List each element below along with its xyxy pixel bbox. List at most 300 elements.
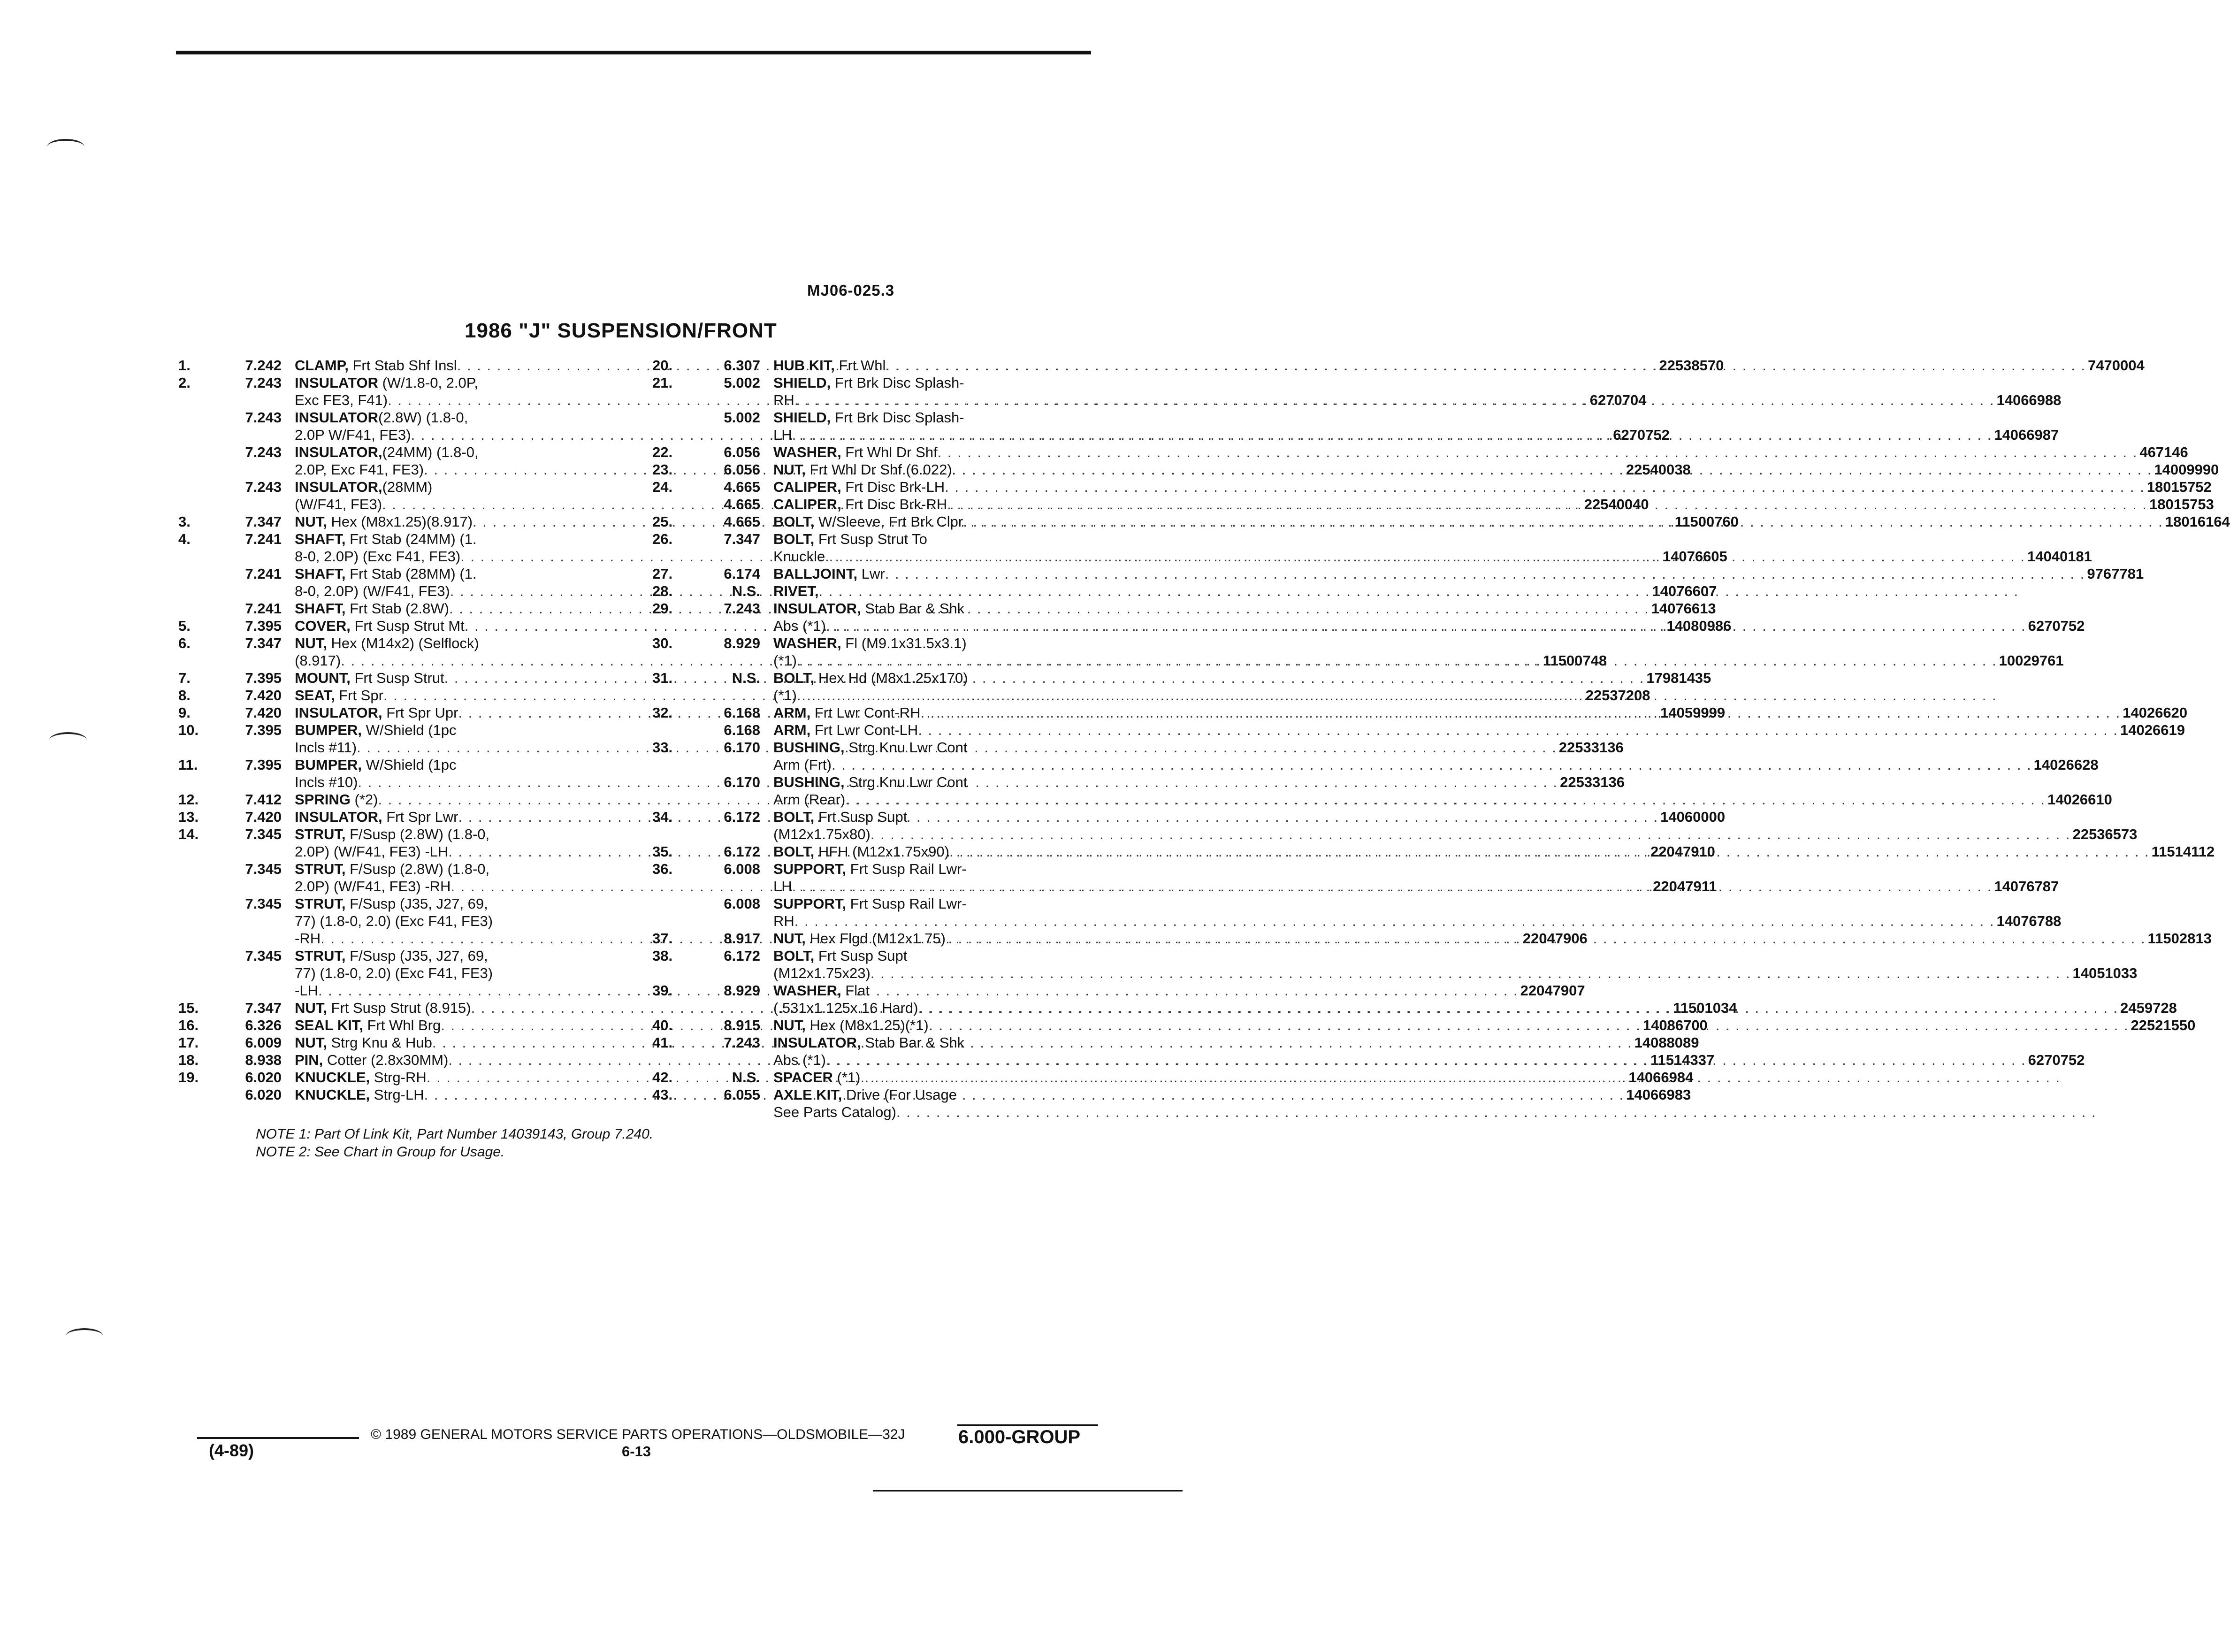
line-text: [773, 773, 967, 791]
line-text: [295, 773, 358, 791]
line-text: [773, 947, 907, 964]
description-line: [773, 912, 2061, 930]
description-line: [773, 478, 2212, 496]
hole-punch-mark: [66, 1328, 103, 1344]
part-number: 14076787: [1994, 878, 2059, 895]
part-number: 22536573: [2072, 826, 2138, 842]
part-detail: Frt Spr: [335, 687, 383, 704]
part-number: 18015752: [2146, 479, 2212, 495]
part-name: ARM,: [773, 704, 811, 721]
line-text: [295, 617, 465, 635]
description-line: [773, 947, 2137, 964]
part-number: 14076788: [1996, 913, 2062, 929]
group-number: 7.242: [245, 357, 282, 374]
line-text: [295, 1034, 432, 1051]
leader-dots: [886, 357, 2086, 374]
description-line: [773, 513, 2230, 530]
part-description: [760, 739, 2099, 773]
part-detail: 8-0, 2.0P) (Exc F41, FE3): [295, 548, 461, 565]
part-description: [760, 461, 2219, 478]
description-line: [773, 565, 2144, 582]
part-name: NUT,: [295, 513, 327, 530]
part-name: COVER,: [295, 618, 351, 634]
line-text: [295, 635, 479, 652]
group-number: 6.307: [724, 357, 760, 374]
group-number: 6.168: [724, 722, 760, 738]
line-text: [295, 999, 471, 1017]
item-number: 14.: [178, 826, 199, 842]
group-number: 6.020: [245, 1086, 282, 1103]
line-text: [295, 1086, 424, 1103]
part-detail: Frt Susp Strut: [350, 670, 444, 686]
part-number: 6270752: [1613, 427, 1670, 443]
part-name: KNUCKLE,: [295, 1069, 370, 1086]
group-number: 6.168: [724, 704, 760, 721]
line-text: [295, 878, 451, 895]
line-text: [773, 999, 918, 1017]
part-description: [760, 513, 2230, 530]
item-number: 8.: [178, 687, 191, 704]
part-detail: W/Shield (1pc: [361, 757, 457, 773]
part-row: [652, 1086, 1112, 1121]
group-number: 6.174: [724, 566, 760, 582]
line-text: [773, 791, 845, 808]
part-description: [760, 582, 2021, 600]
part-number: 14066984: [1628, 1069, 1694, 1086]
part-detail: Frt Stab Shf Insl: [348, 357, 457, 374]
group-number: 4.665: [724, 496, 760, 512]
line-text: [773, 426, 792, 444]
group-number: 7.395: [245, 757, 282, 773]
group-number: 8.938: [245, 1052, 282, 1068]
item-number: 40.: [652, 1017, 673, 1033]
part-detail: Strg Knu Lwr Cont: [844, 774, 968, 790]
group-number: 4.665: [724, 513, 760, 530]
part-name: SHIELD,: [773, 409, 831, 426]
line-text: [295, 374, 478, 391]
part-name: STRUT,: [295, 826, 346, 842]
part-detail: (M12x1.75x23): [773, 965, 871, 981]
part-description: [760, 843, 2215, 860]
part-number: 6270752: [2028, 618, 2085, 634]
bottom-rule: [873, 1490, 1183, 1491]
part-detail: Frt Whl Dr Shf: [841, 444, 938, 460]
part-name: INSULATOR,: [773, 600, 861, 617]
part-number: 22521550: [2131, 1017, 2196, 1033]
part-detail: -LH: [295, 982, 318, 999]
part-detail: 77) (1.8-0, 2.0) (Exc F41, FE3): [295, 913, 493, 929]
line-text: [773, 895, 967, 912]
group-number: 6.020: [245, 1069, 282, 1086]
item-number: 15.: [178, 1000, 199, 1016]
line-text: [773, 1034, 964, 1051]
part-name: SPRING: [295, 791, 351, 808]
part-detail: (*2): [350, 791, 378, 808]
leader-dots: [963, 513, 2163, 530]
part-detail: Frt Stab (28MM) (1.: [345, 566, 477, 582]
group-number: 6.170: [724, 739, 760, 756]
line-text: [773, 860, 967, 878]
group-number: 6.170: [724, 774, 760, 790]
description-line: [773, 426, 2059, 444]
group-number: 7.241: [245, 566, 282, 582]
part-number: 14040181: [2027, 548, 2092, 565]
part-number: 7470004: [2088, 357, 2145, 374]
part-number: [2061, 1069, 2062, 1086]
part-number: 14076605: [1662, 548, 1727, 565]
group-number: 7.347: [245, 635, 282, 651]
part-detail: RH: [773, 392, 794, 408]
part-detail: LH: [773, 878, 792, 895]
leader-dots: [952, 461, 2153, 478]
part-name: BOLT,: [773, 670, 815, 686]
line-text: [773, 739, 967, 756]
leader-dots: [920, 704, 2121, 721]
part-detail: Drive (For Usage: [842, 1086, 957, 1103]
group-number: 7.420: [245, 687, 282, 704]
group-number: N.S.: [732, 670, 760, 686]
item-number: 1.: [178, 357, 191, 374]
part-number: 22047910: [1650, 843, 1715, 860]
part-number: 14076607: [1652, 583, 1717, 599]
line-text: [773, 912, 794, 930]
hole-punch-mark: [49, 732, 87, 748]
part-detail: Frt Susp Supt: [814, 948, 908, 964]
part-name: BOLT,: [773, 809, 815, 825]
description-line: [773, 409, 2059, 426]
part-detail: Cotter (2.8x30MM): [323, 1052, 449, 1068]
line-text: [295, 478, 432, 496]
group-label: 6.000-GROUP: [958, 1427, 1081, 1447]
part-detail: Frt Disc Brk-LH: [841, 479, 945, 495]
part-name: CLAMP,: [295, 357, 349, 374]
part-detail: Frt Susp Rail Lwr-: [846, 895, 967, 912]
group-number: 6.056: [724, 461, 760, 478]
group-number: 7.345: [245, 948, 282, 964]
part-name: AXLE KIT,: [773, 1086, 842, 1103]
line-text: [773, 600, 964, 617]
part-name: WASHER,: [773, 444, 841, 460]
line-text: [295, 444, 479, 461]
part-description: [760, 982, 2177, 1017]
line-text: [773, 357, 886, 374]
line-text: [773, 513, 963, 530]
item-number: 19.: [178, 1069, 199, 1086]
group-number: 7.347: [724, 531, 760, 547]
item-number: 5.: [178, 618, 191, 634]
description-line: [773, 739, 2099, 756]
part-name: HUB KIT,: [773, 357, 835, 374]
part-detail: F/Susp (2.8W) (1.8-0,: [345, 861, 490, 877]
description-line: [773, 999, 2177, 1017]
line-text: [295, 791, 378, 808]
part-description: [760, 444, 2188, 461]
part-detail: W/Sleeve, Frt Brk Clpr: [814, 513, 963, 530]
part-detail: Arm (Rear): [773, 791, 846, 808]
part-description: [760, 565, 2144, 582]
description-line: [773, 756, 2099, 773]
line-text: [773, 930, 946, 947]
leader-dots: [885, 565, 2085, 582]
leader-dots: [871, 964, 2071, 982]
part-detail: Frt Whl Dr Shf (6.022): [805, 461, 952, 478]
item-number: 27.: [652, 566, 673, 582]
group-number: 8.929: [724, 982, 760, 999]
part-detail: (*1): [773, 652, 797, 669]
item-number: 7.: [178, 670, 191, 686]
description-line: [773, 444, 2188, 461]
group-number: 7.243: [245, 444, 282, 460]
part-name: BUMPER,: [295, 722, 362, 738]
part-description: [760, 530, 2092, 565]
item-number: 34.: [652, 809, 673, 825]
part-name: NUT,: [773, 930, 806, 947]
leader-dots: [918, 999, 2118, 1017]
description-line: [773, 391, 2061, 409]
line-text: [295, 652, 341, 669]
leader-dots: [826, 617, 2026, 635]
part-number: 14026610: [2047, 791, 2112, 808]
part-number: 10029761: [1999, 652, 2064, 669]
line-text: [295, 1069, 427, 1086]
item-number: 17.: [178, 1034, 199, 1051]
group-number: 6.056: [724, 444, 760, 460]
part-row: [178, 791, 619, 808]
part-row: [652, 721, 2185, 739]
part-detail: Frt Susp Rail Lwr-: [846, 861, 967, 877]
description-line: [773, 1069, 2062, 1086]
footer-rule-right: [957, 1424, 1098, 1426]
part-detail: 2.0P W/F41, FE3): [295, 427, 411, 443]
group-number: 8.915: [724, 1017, 760, 1033]
part-number: 14009990: [2154, 461, 2219, 478]
part-detail: LH: [773, 427, 792, 443]
line-text: [773, 582, 818, 600]
note-2: NOTE 2: See Chart in Group for Usage.: [256, 1144, 505, 1160]
item-number: 30.: [652, 635, 673, 651]
part-row: [652, 947, 2138, 982]
leader-dots: [938, 444, 2138, 461]
part-name: INSULATOR: [295, 409, 378, 426]
part-detail: Strg Knu Lwr Cont: [844, 739, 968, 756]
line-text: [773, 1086, 957, 1103]
item-number: 35.: [652, 843, 673, 860]
leader-dots: [797, 652, 1997, 669]
line-text: [773, 721, 918, 739]
leader-dots: [818, 582, 2019, 600]
part-number: 14026619: [2120, 722, 2185, 738]
part-number: 9767781: [2087, 566, 2144, 582]
part-detail: Frt Disc Brk-RH: [841, 496, 947, 512]
group-number: 7.420: [245, 809, 282, 825]
note-1: NOTE 1: Part Of Link Kit, Part Number 14039143, Group 7.240.: [256, 1126, 654, 1142]
part-name: NUT,: [773, 461, 806, 478]
part-detail: Frt Brk Disc Splash-: [831, 375, 964, 391]
line-text: [295, 721, 457, 739]
item-number: 42.: [652, 1069, 673, 1086]
part-name: INSULATOR: [295, 375, 378, 391]
line-text: [773, 391, 794, 409]
item-number: 43.: [652, 1086, 673, 1103]
part-detail: (8.917): [295, 652, 341, 669]
description-line: [773, 895, 2061, 912]
part-description: [760, 721, 2185, 739]
part-detail: Flat: [841, 982, 870, 999]
group-number: 5.002: [724, 375, 760, 391]
part-number: 6270752: [2028, 1052, 2085, 1068]
part-name: NUT,: [295, 1034, 327, 1051]
description-line: [773, 878, 2059, 895]
part-detail: Frt Stab (2.8W): [345, 600, 449, 617]
part-detail: Lwr: [857, 566, 885, 582]
line-text: [773, 1051, 826, 1069]
group-number: 8.917: [724, 930, 760, 947]
description-line: [773, 1086, 2099, 1103]
part-detail: W/Shield (1pc: [361, 722, 457, 738]
line-text: [773, 1069, 860, 1086]
description-line: [773, 548, 2092, 565]
line-text: [773, 617, 826, 635]
part-detail: Frt Susp Supt: [814, 809, 908, 825]
part-name: STRUT,: [295, 895, 346, 912]
part-name: BOLT,: [773, 513, 815, 530]
part-description: [760, 496, 2214, 513]
part-name: BUSHING,: [773, 774, 845, 790]
part-name: BUMPER,: [295, 757, 362, 773]
group-number: 7.395: [245, 722, 282, 738]
part-detail: Knuckle: [773, 548, 825, 565]
line-text: [295, 582, 450, 600]
part-description: [760, 1034, 2085, 1069]
part-name: SUPPORT,: [773, 895, 847, 912]
line-text: [773, 1103, 896, 1121]
line-text: [295, 826, 489, 843]
line-text: [295, 409, 468, 426]
part-name: STRUT,: [295, 948, 346, 964]
part-description: [760, 860, 2059, 895]
page-number: 6-13: [622, 1443, 651, 1460]
line-text: [773, 530, 927, 548]
group-number: 7.243: [245, 375, 282, 391]
copyright-text: © 1989 GENERAL MOTORS SERVICE PARTS OPERATIONS—OLDSMOBILE—32J: [371, 1427, 905, 1442]
part-description: [760, 409, 2059, 444]
part-number: 11500748: [1543, 652, 1607, 669]
part-number: 22047906: [1522, 930, 1588, 947]
part-detail: Strg-RH: [370, 1069, 427, 1086]
part-number: [1997, 687, 1999, 704]
group-number: 7.243: [724, 1034, 760, 1051]
description-line: [773, 1034, 2085, 1051]
page-title: 1986 "J" SUSPENSION/FRONT: [465, 319, 777, 342]
item-number: 37.: [652, 930, 673, 947]
leader-dots: [797, 687, 1997, 704]
leader-dots: [949, 843, 2150, 860]
description-line: [773, 461, 2219, 478]
part-detail: F/Susp (2.8W) (1.8-0,: [345, 826, 490, 842]
part-description: [760, 1069, 2062, 1086]
part-number: [2097, 1103, 2099, 1121]
line-text: [295, 513, 473, 530]
part-description: [760, 478, 2212, 496]
group-number: 7.243: [724, 600, 760, 617]
line-text: [295, 964, 493, 982]
part-detail: (28MM): [382, 479, 433, 495]
item-number: 23.: [652, 461, 673, 478]
part-number: 22538570: [1659, 357, 1724, 374]
part-description: [760, 669, 1999, 704]
line-text: [295, 496, 382, 513]
part-detail: (2.8W) (1.8-0,: [378, 409, 468, 426]
part-row: [652, 444, 2188, 461]
notes: [256, 1125, 653, 1161]
group-number: 6.172: [724, 809, 760, 825]
item-number: 6.: [178, 635, 191, 651]
item-number: 4.: [178, 531, 191, 547]
group-number: 8.929: [724, 635, 760, 651]
part-number: 11514112: [2151, 843, 2215, 860]
line-text: [295, 912, 493, 930]
part-detail: Stab Bar & Shk: [861, 1034, 965, 1051]
line-text: [295, 687, 383, 704]
part-number: 14066983: [1626, 1086, 1691, 1103]
group-number: 7.345: [245, 826, 282, 842]
part-description: [760, 895, 2061, 930]
part-name: INSULATOR,: [295, 444, 382, 460]
item-number: 36.: [652, 861, 673, 877]
part-detail: Frt Brk Disc Splash-: [831, 409, 964, 426]
part-row: [652, 565, 2144, 582]
part-detail: (W/F41, FE3): [295, 496, 382, 512]
part-description: [760, 357, 2145, 374]
line-text: [773, 843, 949, 860]
item-number: 2.: [178, 375, 191, 391]
part-number: 11501034: [1673, 1000, 1737, 1016]
part-number: 467146: [2139, 444, 2188, 460]
part-name: BOLT,: [773, 531, 815, 547]
item-number: 9.: [178, 704, 191, 721]
part-row: [652, 478, 2212, 496]
part-number: 14051033: [2072, 965, 2138, 981]
description-line: [773, 1103, 2099, 1121]
part-description: [760, 1086, 2099, 1121]
part-number: 6270704: [1589, 392, 1647, 408]
description-line: [773, 1051, 2085, 1069]
line-text: [773, 826, 871, 843]
line-text: [295, 1051, 448, 1069]
description-line: [773, 374, 2061, 391]
line-text: [295, 756, 457, 773]
footer-rule-left: [197, 1437, 359, 1439]
group-number: 7.412: [245, 791, 282, 808]
line-text: [295, 548, 460, 565]
line-text: [295, 843, 448, 860]
part-number: 22533136: [1558, 739, 1624, 756]
part-name: STRUT,: [295, 861, 346, 877]
description-line: [773, 826, 2137, 843]
part-detail: F/Susp (J35, J27, 69,: [345, 948, 488, 964]
part-detail: Fl (M9.1x31.5x3.1): [841, 635, 967, 651]
leader-dots: [825, 548, 2025, 565]
part-number: 11502813: [2147, 930, 2212, 947]
item-number: 20.: [652, 357, 673, 374]
line-text: [295, 357, 457, 374]
leader-dots: [792, 426, 1993, 444]
line-text: [773, 652, 797, 669]
part-detail: Abs (*1): [773, 1052, 826, 1068]
part-detail: 8-0, 2.0P) (W/F41, FE3): [295, 583, 450, 599]
part-row: [652, 895, 2062, 930]
group-number: 7.241: [245, 531, 282, 547]
